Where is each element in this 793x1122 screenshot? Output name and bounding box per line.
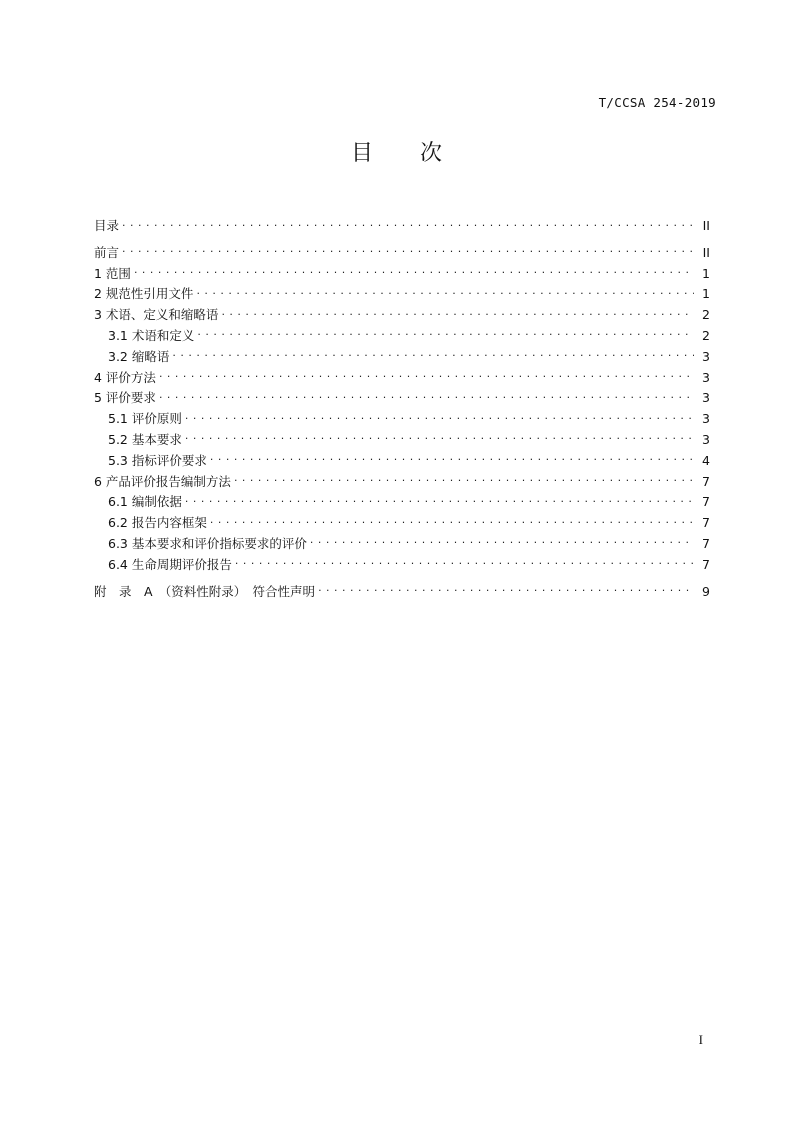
dot-leader xyxy=(159,390,694,403)
document-code: T/CCSA 254-2019 xyxy=(598,95,716,110)
toc-entry-label: 6.4 生命周期评价报告 xyxy=(108,556,232,572)
toc-entry-page: 3 xyxy=(702,369,710,385)
toc-entry-label: 6.2 报告内容框架 xyxy=(108,515,207,531)
page-number: I xyxy=(698,1032,703,1047)
toc-entry-basic-requirements[interactable] xyxy=(94,430,710,451)
dot-leader xyxy=(122,244,694,257)
toc-entry-page: 4 xyxy=(702,452,710,468)
toc-entry-label: 附 录 A （资料性附录） 符合性声明 xyxy=(94,583,316,599)
toc-entry-evaluation-method[interactable] xyxy=(94,368,710,389)
toc-entry-terms-definitions[interactable] xyxy=(94,326,710,347)
toc-entry-label: 2 规范性引用文件 xyxy=(94,286,194,302)
toc-entry-compilation-basis[interactable] xyxy=(94,492,710,513)
dot-leader xyxy=(221,307,694,320)
toc-entry-page: 1 xyxy=(702,265,710,281)
table-of-contents xyxy=(94,216,710,602)
dot-leader xyxy=(159,369,694,382)
toc-entry-label: 6.1 编制依据 xyxy=(108,494,182,510)
toc-entry-scope[interactable] xyxy=(94,264,710,285)
toc-entry-label: 3.1 术语和定义 xyxy=(108,327,195,343)
toc-entry-page: 7 xyxy=(702,473,710,489)
toc-entry-page: 7 xyxy=(702,556,710,572)
dot-leader xyxy=(235,556,694,569)
toc-entry-page: 7 xyxy=(702,494,710,510)
toc-entry-indicator-requirements[interactable] xyxy=(94,451,710,472)
toc-entry-terms[interactable] xyxy=(94,305,710,326)
toc-entry-label: 5.3 指标评价要求 xyxy=(108,452,207,468)
toc-entry-page: 2 xyxy=(702,307,710,323)
toc-entry-foreword[interactable] xyxy=(94,243,710,264)
toc-entry-report-method[interactable] xyxy=(94,472,710,493)
dot-leader xyxy=(185,494,694,507)
toc-entry-abbreviations[interactable] xyxy=(94,347,710,368)
toc-entry-label: 1 范围 xyxy=(94,265,131,281)
toc-entry-page: II xyxy=(702,244,710,260)
toc-entry-page: 7 xyxy=(702,535,710,551)
toc-entry-label: 4 评价方法 xyxy=(94,369,156,385)
toc-entry-evaluation-requirements[interactable] xyxy=(94,388,710,409)
dot-leader xyxy=(185,411,694,424)
toc-entry-label: 目录 xyxy=(94,218,120,233)
toc-entry-page: 2 xyxy=(702,327,710,343)
toc-entry-requirement-evaluation[interactable] xyxy=(94,534,710,555)
dot-leader xyxy=(210,515,694,528)
toc-entry-label: 6.3 基本要求和评价指标要求的评价 xyxy=(108,535,307,551)
toc-entry-appendix-a[interactable] xyxy=(94,582,710,603)
toc-entry-label: 6 产品评价报告编制方法 xyxy=(94,473,231,489)
toc-entry-normative-references[interactable] xyxy=(94,284,710,305)
toc-entry-report-framework[interactable] xyxy=(94,513,710,534)
toc-entry-page: 3 xyxy=(702,348,710,364)
toc-entry-evaluation-principles[interactable] xyxy=(94,409,710,430)
page-title: 目 次 xyxy=(351,141,462,166)
toc-entry-page: 1 xyxy=(702,286,710,302)
toc-entry-label: 3.2 缩略语 xyxy=(108,348,170,364)
toc-entry-page: 3 xyxy=(702,390,710,406)
toc-entry-label: 3 术语、定义和缩略语 xyxy=(94,307,219,323)
dot-leader xyxy=(210,452,694,465)
toc-entry-page: 3 xyxy=(702,431,710,447)
dot-leader xyxy=(234,473,694,486)
toc-entry-label: 5 评价要求 xyxy=(94,390,156,406)
toc-entry-page: 9 xyxy=(702,583,710,599)
dot-leader xyxy=(196,286,694,299)
dot-leader xyxy=(310,535,694,548)
dot-leader xyxy=(197,327,694,340)
toc-entry-page: II xyxy=(702,218,710,233)
toc-entry-page: 3 xyxy=(702,411,710,427)
toc-entry-lifecycle-report[interactable] xyxy=(94,555,710,576)
dot-leader xyxy=(122,218,694,231)
toc-entry-label: 5.2 基本要求 xyxy=(108,431,182,447)
toc-entry-label: 前言 xyxy=(94,244,120,260)
dot-leader xyxy=(172,348,694,361)
toc-entry-page: 7 xyxy=(702,515,710,531)
toc-entry-label: 5.1 评价原则 xyxy=(108,411,182,427)
dot-leader xyxy=(134,265,694,278)
toc-entry-contents[interactable] xyxy=(94,216,710,237)
dot-leader xyxy=(185,431,694,444)
dot-leader xyxy=(318,583,694,596)
